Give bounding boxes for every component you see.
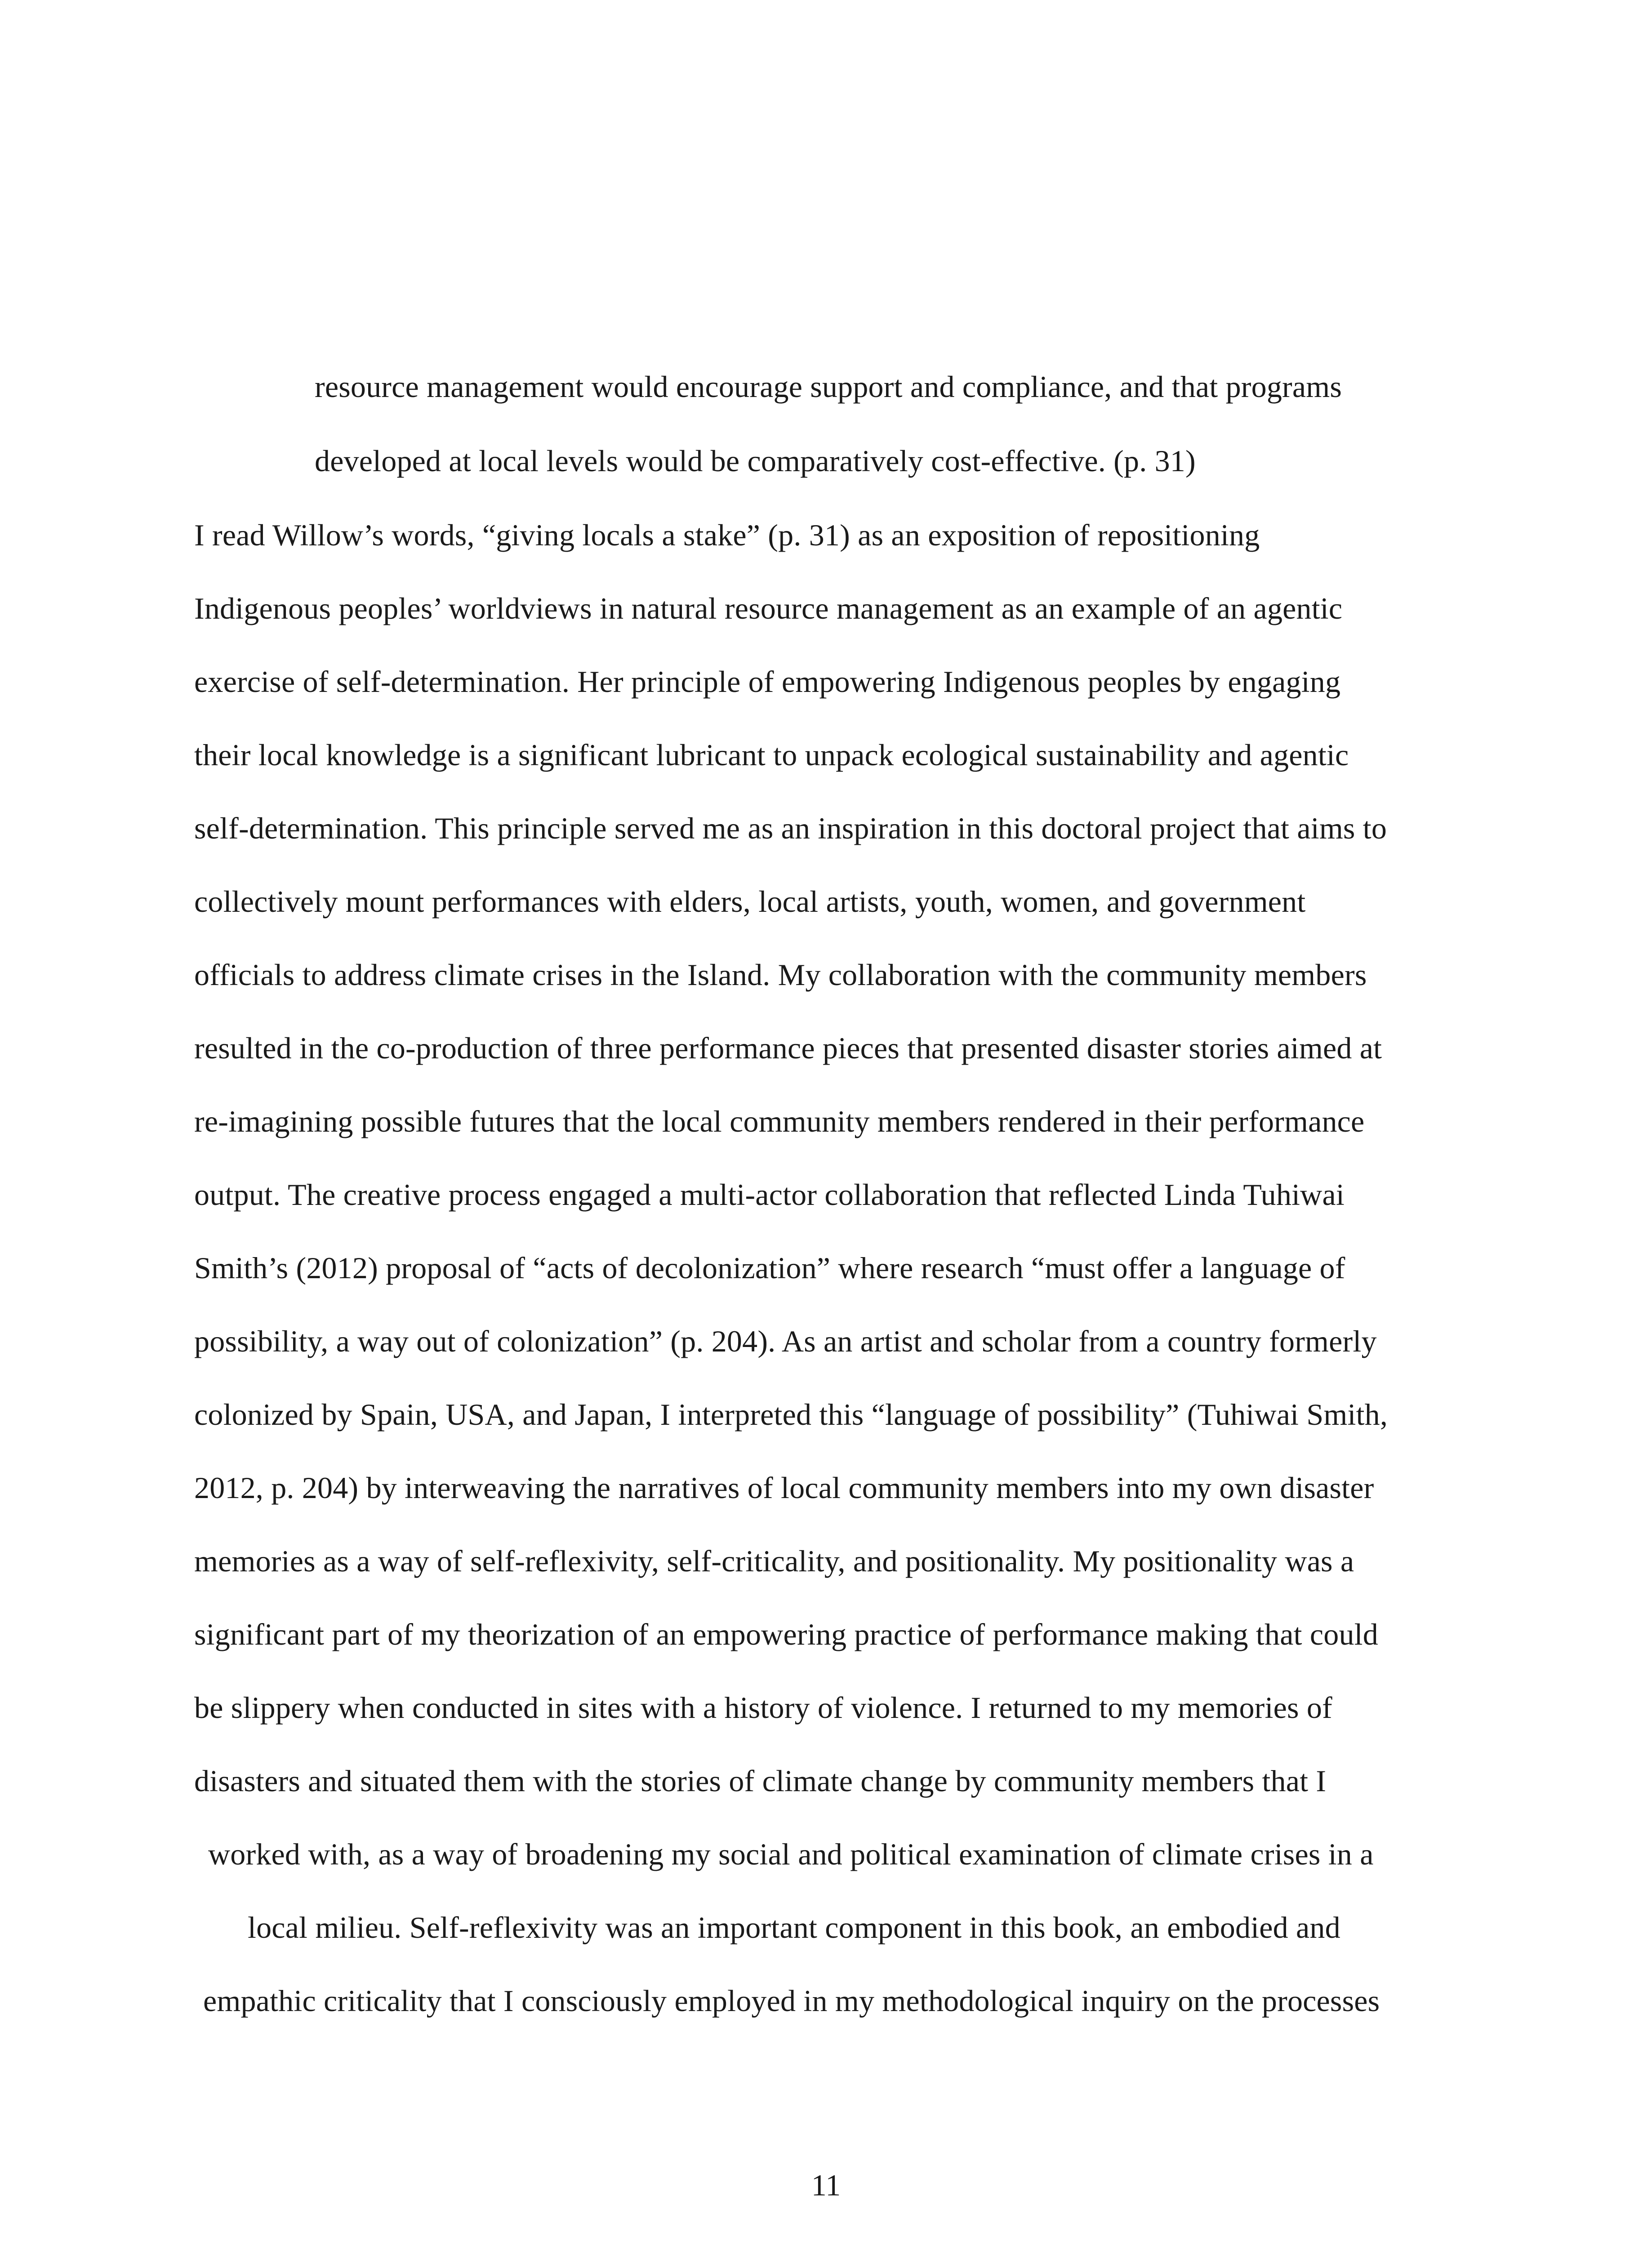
paragraph-line: possibility, a way out of colonization” (p. 204). As an artist and scholar from a country formerly	[194, 1324, 1377, 1358]
quote-line: developed at local levels would be comparatively cost-effective. (p. 31)	[315, 444, 1196, 478]
paragraph-line: worked with, as a way of broadening my social and political examination of climate crises in a	[208, 1837, 1374, 1871]
paragraph-line: resulted in the co-production of three performance pieces that presented disaster stories aimed at	[194, 1031, 1382, 1065]
paragraph-line: significant part of my theorization of an empowering practice of performance making that could	[194, 1617, 1378, 1651]
paragraph-line: local milieu. Self-reflexivity was an important component in this book, an embodied and	[248, 1910, 1340, 1945]
paragraph-line: collectively mount performances with elders, local artists, youth, women, and government	[194, 884, 1306, 919]
paragraph-line: output. The creative process engaged a multi-actor collaboration that reflected Linda Tuhiwai	[194, 1178, 1345, 1212]
page-number: 11	[811, 2168, 841, 2202]
quote-line: resource management would encourage support and compliance, and that programs	[315, 370, 1342, 404]
paragraph-line: their local knowledge is a significant lubricant to unpack ecological sustainability and agentic	[194, 738, 1349, 772]
paragraph-line: empathic criticality that I consciously employed in my methodological inquiry on the processes	[203, 1984, 1380, 2018]
paragraph-line: 2012, p. 204) by interweaving the narratives of local community members into my own disaster	[194, 1471, 1374, 1505]
paragraph-line: colonized by Spain, USA, and Japan, I interpreted this “language of possibility” (Tuhiwai Smith,	[194, 1397, 1388, 1432]
paragraph-line: officials to address climate crises in the Island. My collaboration with the community members	[194, 958, 1367, 992]
paragraph-line: Smith’s (2012) proposal of “acts of decolonization” where research “must offer a language of	[194, 1251, 1345, 1285]
paragraph-line: memories as a way of self-reflexivity, self-criticality, and positionality. My positionality was a	[194, 1544, 1354, 1578]
paragraph-line: self-determination. This principle served me as an inspiration in this doctoral project that aims to	[194, 811, 1387, 845]
paragraph-line: exercise of self-determination. Her principle of empowering Indigenous peoples by engaging	[194, 665, 1341, 699]
paragraph-line: I read Willow’s words, “giving locals a stake” (p. 31) as an exposition of repositioning	[194, 518, 1260, 552]
paragraph-line: re-imagining possible futures that the local community members rendered in their performance	[194, 1104, 1365, 1138]
paragraph-line: Indigenous peoples’ worldviews in natural resource management as an example of an agentic	[194, 591, 1343, 625]
paragraph-line: disasters and situated them with the stories of climate change by community members that I	[194, 1764, 1327, 1798]
paragraph-line: be slippery when conducted in sites with a history of violence. I returned to my memories of	[194, 1690, 1332, 1725]
